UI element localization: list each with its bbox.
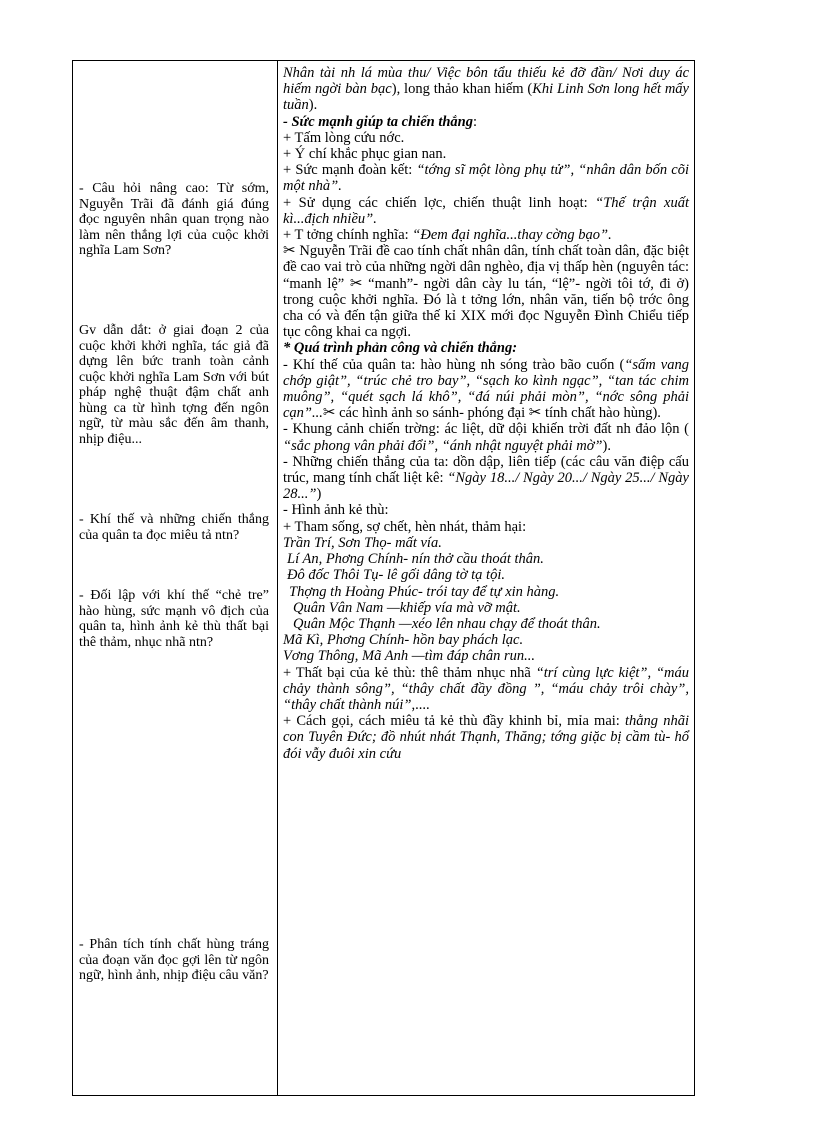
enemy-cowardice: + Tham sống, sợ chết, hèn nhát, thảm hại: xyxy=(283,518,527,535)
army-spirit-paragraph: - Khí thế của quân ta: hào hùng nh sóng trào bão cuốn (“sấm vang chớp giật”, “trúc chẻ tro bay”, “sạch ko kình ngạc”, “tan tác chim muông”, “quét sạch lá khô”, “đá núi phải mòn”, “nớc sông phải cạn”...✂ các hình ảnh so sánh- phóng đại ✂ tính chất hào hùng). xyxy=(283,356,689,422)
talent-paragraph: Nhân tài nh lá mùa thu/ Việc bôn tẩu thiếu kẻ đỡ đần/ Nơi duy ác hiếm ngời bàn bạc), long thảo khan hiếm (Khi Linh Sơn long hết mấy tuần). xyxy=(283,65,689,114)
enemy-line: Quân Vân Nam —khiếp vía mà vỡ mật. xyxy=(293,599,521,616)
question-enemy-image: - Đối lập với khí thế “chẻ tre” hào hùng, sức mạnh vô địch của quân ta, hình ảnh kẻ thù thất bại thê thảm, nhục nhã ntn? xyxy=(79,588,269,650)
enemy-line: Thợng th Hoàng Phúc- trói tay để tự xin hàng. xyxy=(289,583,560,600)
counterattack-heading: * Quá trình phản công và chiến thắng: xyxy=(283,340,518,357)
bullet-tactics: + Sử dụng các chiến lợc, chiến thuật linh hoạt: “Thế trận xuất kì...địch nhiều”. xyxy=(283,194,689,227)
enemy-line: Đô đốc Thôi Tụ- lê gối dâng tờ tạ tội. xyxy=(287,567,505,584)
enemy-heading: - Hình ảnh kẻ thù: xyxy=(283,502,389,519)
enemy-line: Mã Kì, Phơng Chính- hồn bay phách lạc. xyxy=(283,632,524,649)
bullet-willpower: + Ý chí khắc phục gian nan. xyxy=(283,146,447,163)
scissors-icon: ✂ xyxy=(283,243,296,260)
enemy-line: Trần Trí, Sơn Thọ- mất vía. xyxy=(283,534,442,551)
people-paragraph: ✂ Nguyễn Trãi đề cao tính chất nhân dân, tính chất toàn dân, đặc biệt đề cao vai trò của những ngời dân nghèo, địa vị thấp hèn (nguyên tác: “manh lệ” ✂ “manh”- ngời dân cày lu tán, “lệ”- ngời tôi tớ, đi ở) trong cuộc khởi nghĩa. Đó là t tởng lớn, nhân văn, tiến bộ trớc ông cha có và đến tận giữa thế kỉ XIX mới đọc Nguyễn Đình Chiểu tiếp tục công khai ca ngợi. xyxy=(283,243,689,341)
content-column xyxy=(283,65,689,762)
bullet-unity: + Sức mạnh đoàn kết: “tớng sĩ một lòng phụ tử”, “nhân dân bốn cõi một nhà”. xyxy=(283,162,690,195)
scissors-icon: ✂ xyxy=(322,405,336,422)
enemy-line: Lí An, Phơng Chính- nín thở cầu thoát thân. xyxy=(287,551,544,568)
enemy-line: Vơng Thông, Mã Anh —tìm đáp chân run... xyxy=(283,648,535,665)
strength-heading: - Sức mạnh giúp ta chiến thắng: xyxy=(283,113,478,130)
bullet-patriotism: + Tấm lòng cứu nớc. xyxy=(283,129,405,146)
question-army-spirit: - Khí thế và những chiến thắng của quân ta đọc miêu tả ntn? xyxy=(79,512,269,543)
scissors-icon: ✂ xyxy=(349,275,363,292)
scissors-icon: ✂ xyxy=(528,405,542,422)
battlefield-paragraph: - Khung cảnh chiến trờng: ác liệt, dữ dội khiến trời đất nh đảo lộn ( “sắc phong vân phải đổi”, “ánh nhật nguyệt phải mờ”). xyxy=(283,421,689,454)
enemy-line: Quân Mộc Thạnh —xéo lên nhau chạy để thoát thân. xyxy=(293,615,601,632)
mockery-paragraph: + Cách gọi, cách miêu tả kẻ thù đầy khinh bỉ, mỉa mai: thằng nhãi con Tuyên Đức; đồ nhút nhát Thạnh, Thăng; tớng giặc bị cầm tù- hổ đói vẫy đuôi xin cứu xyxy=(283,713,689,762)
enemy-defeat-paragraph: + Thất bại của kẻ thù: thê thảm nhục nhã “trí cùng lực kiệt”, “máu chảy thành sông”, “thây chất đầy đồng ”, “máu chảy trôi chày”, “thây chất thành núi”,.... xyxy=(283,664,689,713)
bullet-righteousness: + T tởng chính nghĩa: “Đem đại nghĩa...thay cờng bạo”. xyxy=(283,227,612,244)
lesson-table xyxy=(72,60,695,1096)
question-heroic-tone: - Phân tích tính chất hùng tráng của đoạn văn đọc gợi lên từ ngôn ngữ, hình ảnh, nhịp điệu câu văn? xyxy=(79,937,269,983)
column-divider xyxy=(277,61,278,1095)
victories-paragraph: - Những chiến thắng của ta: dồn dập, liên tiếp (các câu văn điệp cấu trúc, mang tính chất liệt kê: “Ngày 18.../ Ngày 20.../ Ngày 25.../ Ngày 28...”) xyxy=(283,453,689,503)
question-advanced: - Câu hỏi nâng cao: Từ sớm, Nguyễn Trãi đã đánh giá đúng đọc nguyên nhân quan trọng nào làm nên thắng lợi của cuộc khởi nghĩa Lam Sơn? xyxy=(79,181,269,258)
teacher-intro: Gv dẫn dắt: ở giai đoạn 2 của cuộc khởi khởi nghĩa, tác giả đã dựng lên bức tranh toàn cảnh cuộc khởi nghĩa Lam Sơn với bút pháp nghệ thuật đậm chất anh hùng ca từ hình tợng đến ngôn ngữ, từ màu sắc đến âm thanh, nhịp điệu... xyxy=(79,323,269,447)
